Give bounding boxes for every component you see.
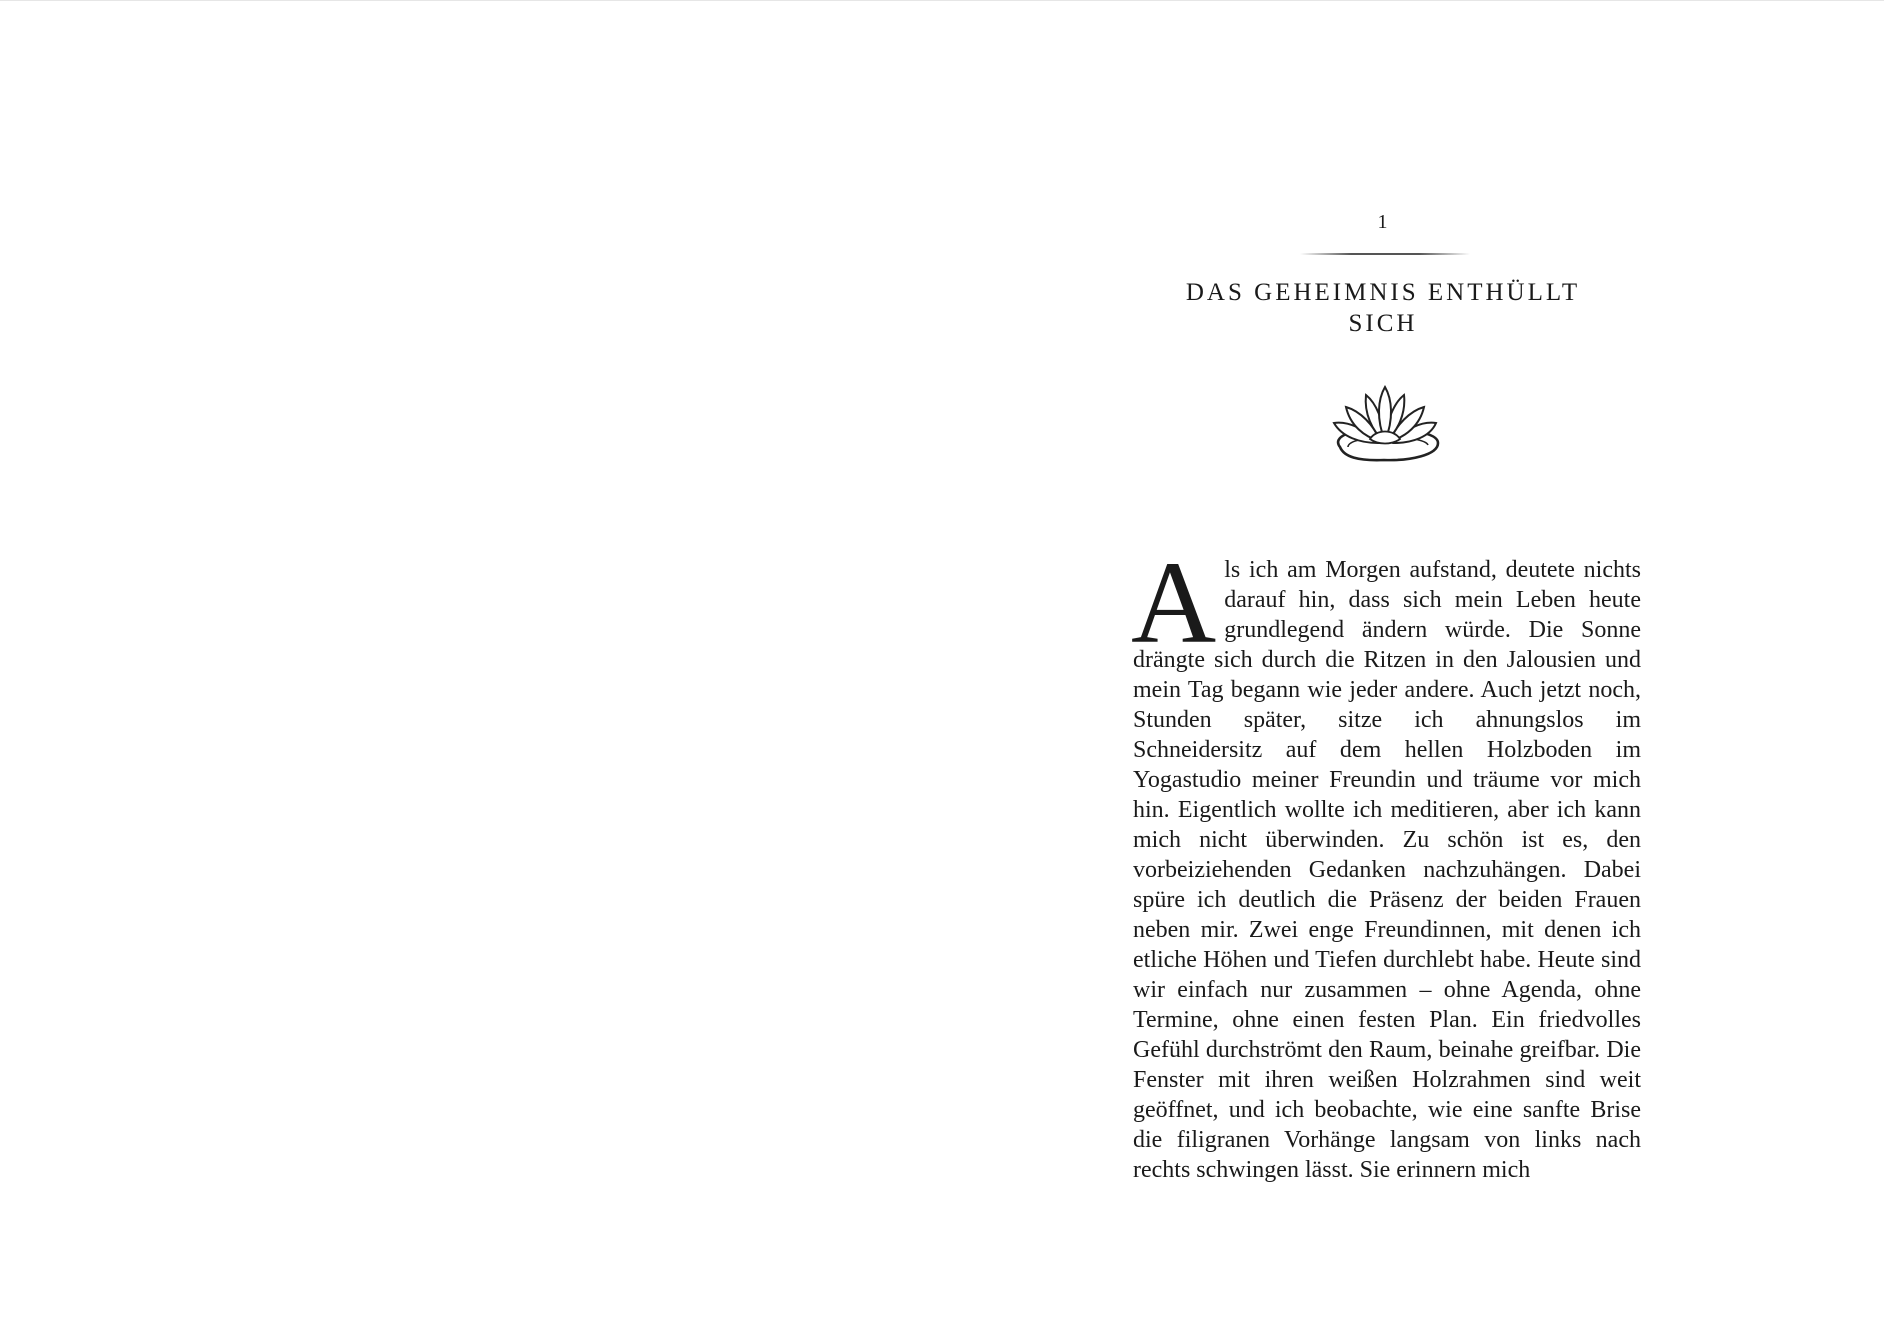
- lotus-icon: [1326, 385, 1446, 465]
- paragraph-text: ls ich am Morgen aufstand, deutete nichts darauf hin, dass sich mein Leben heute grundlegend ändern würde. Die Sonne drängte sich durch die Ritzen in den Jalousien und mein Tag begann wie jeder andere. Auch jetzt noch, Stunden später, sitze ich ahnungslos im Schneidersitz auf dem hellen Holzboden im Yogastudio meiner Freundin und träume vor mich hin. Eigentlich wollte ich meditieren, aber ich kann mich nicht überwinden. Zu schön ist es, den vorbeiziehenden Gedanken nachzuhängen. Dabei spüre ich deutlich die Präsenz der beiden Frauen neben mir. Zwei enge Freundinnen, mit denen ich etliche Höhen und Tiefen durchlebt habe. Heute sind wir einfach nur zusammen – ohne Agenda, ohne Termine, ohne einen festen Plan. Ein friedvolles Gefühl durchströmt den Raum, beinahe greifbar. Die Fenster mit ihren weißen Holzrahmen sind weit geöffnet, und ich beobachte, wie eine sanfte Brise die filigranen Vorhänge langsam von links nach rechts schwingen lässt. Sie erinnern mich: [1133, 557, 1641, 1183]
- chapter-title: [1083, 277, 1683, 339]
- chapter-number: 1: [1377, 211, 1389, 233]
- chapter-divider-rule: [1300, 253, 1470, 255]
- chapter-title-line-2: SICH: [1348, 310, 1418, 337]
- chapter-title-line-1: DAS GEHEIMNIS ENTHÜLLT: [1185, 279, 1581, 306]
- chapter-body-text: [1131, 537, 1641, 1185]
- drop-cap: A: [1131, 537, 1217, 668]
- left-page-blank: [0, 1, 942, 1335]
